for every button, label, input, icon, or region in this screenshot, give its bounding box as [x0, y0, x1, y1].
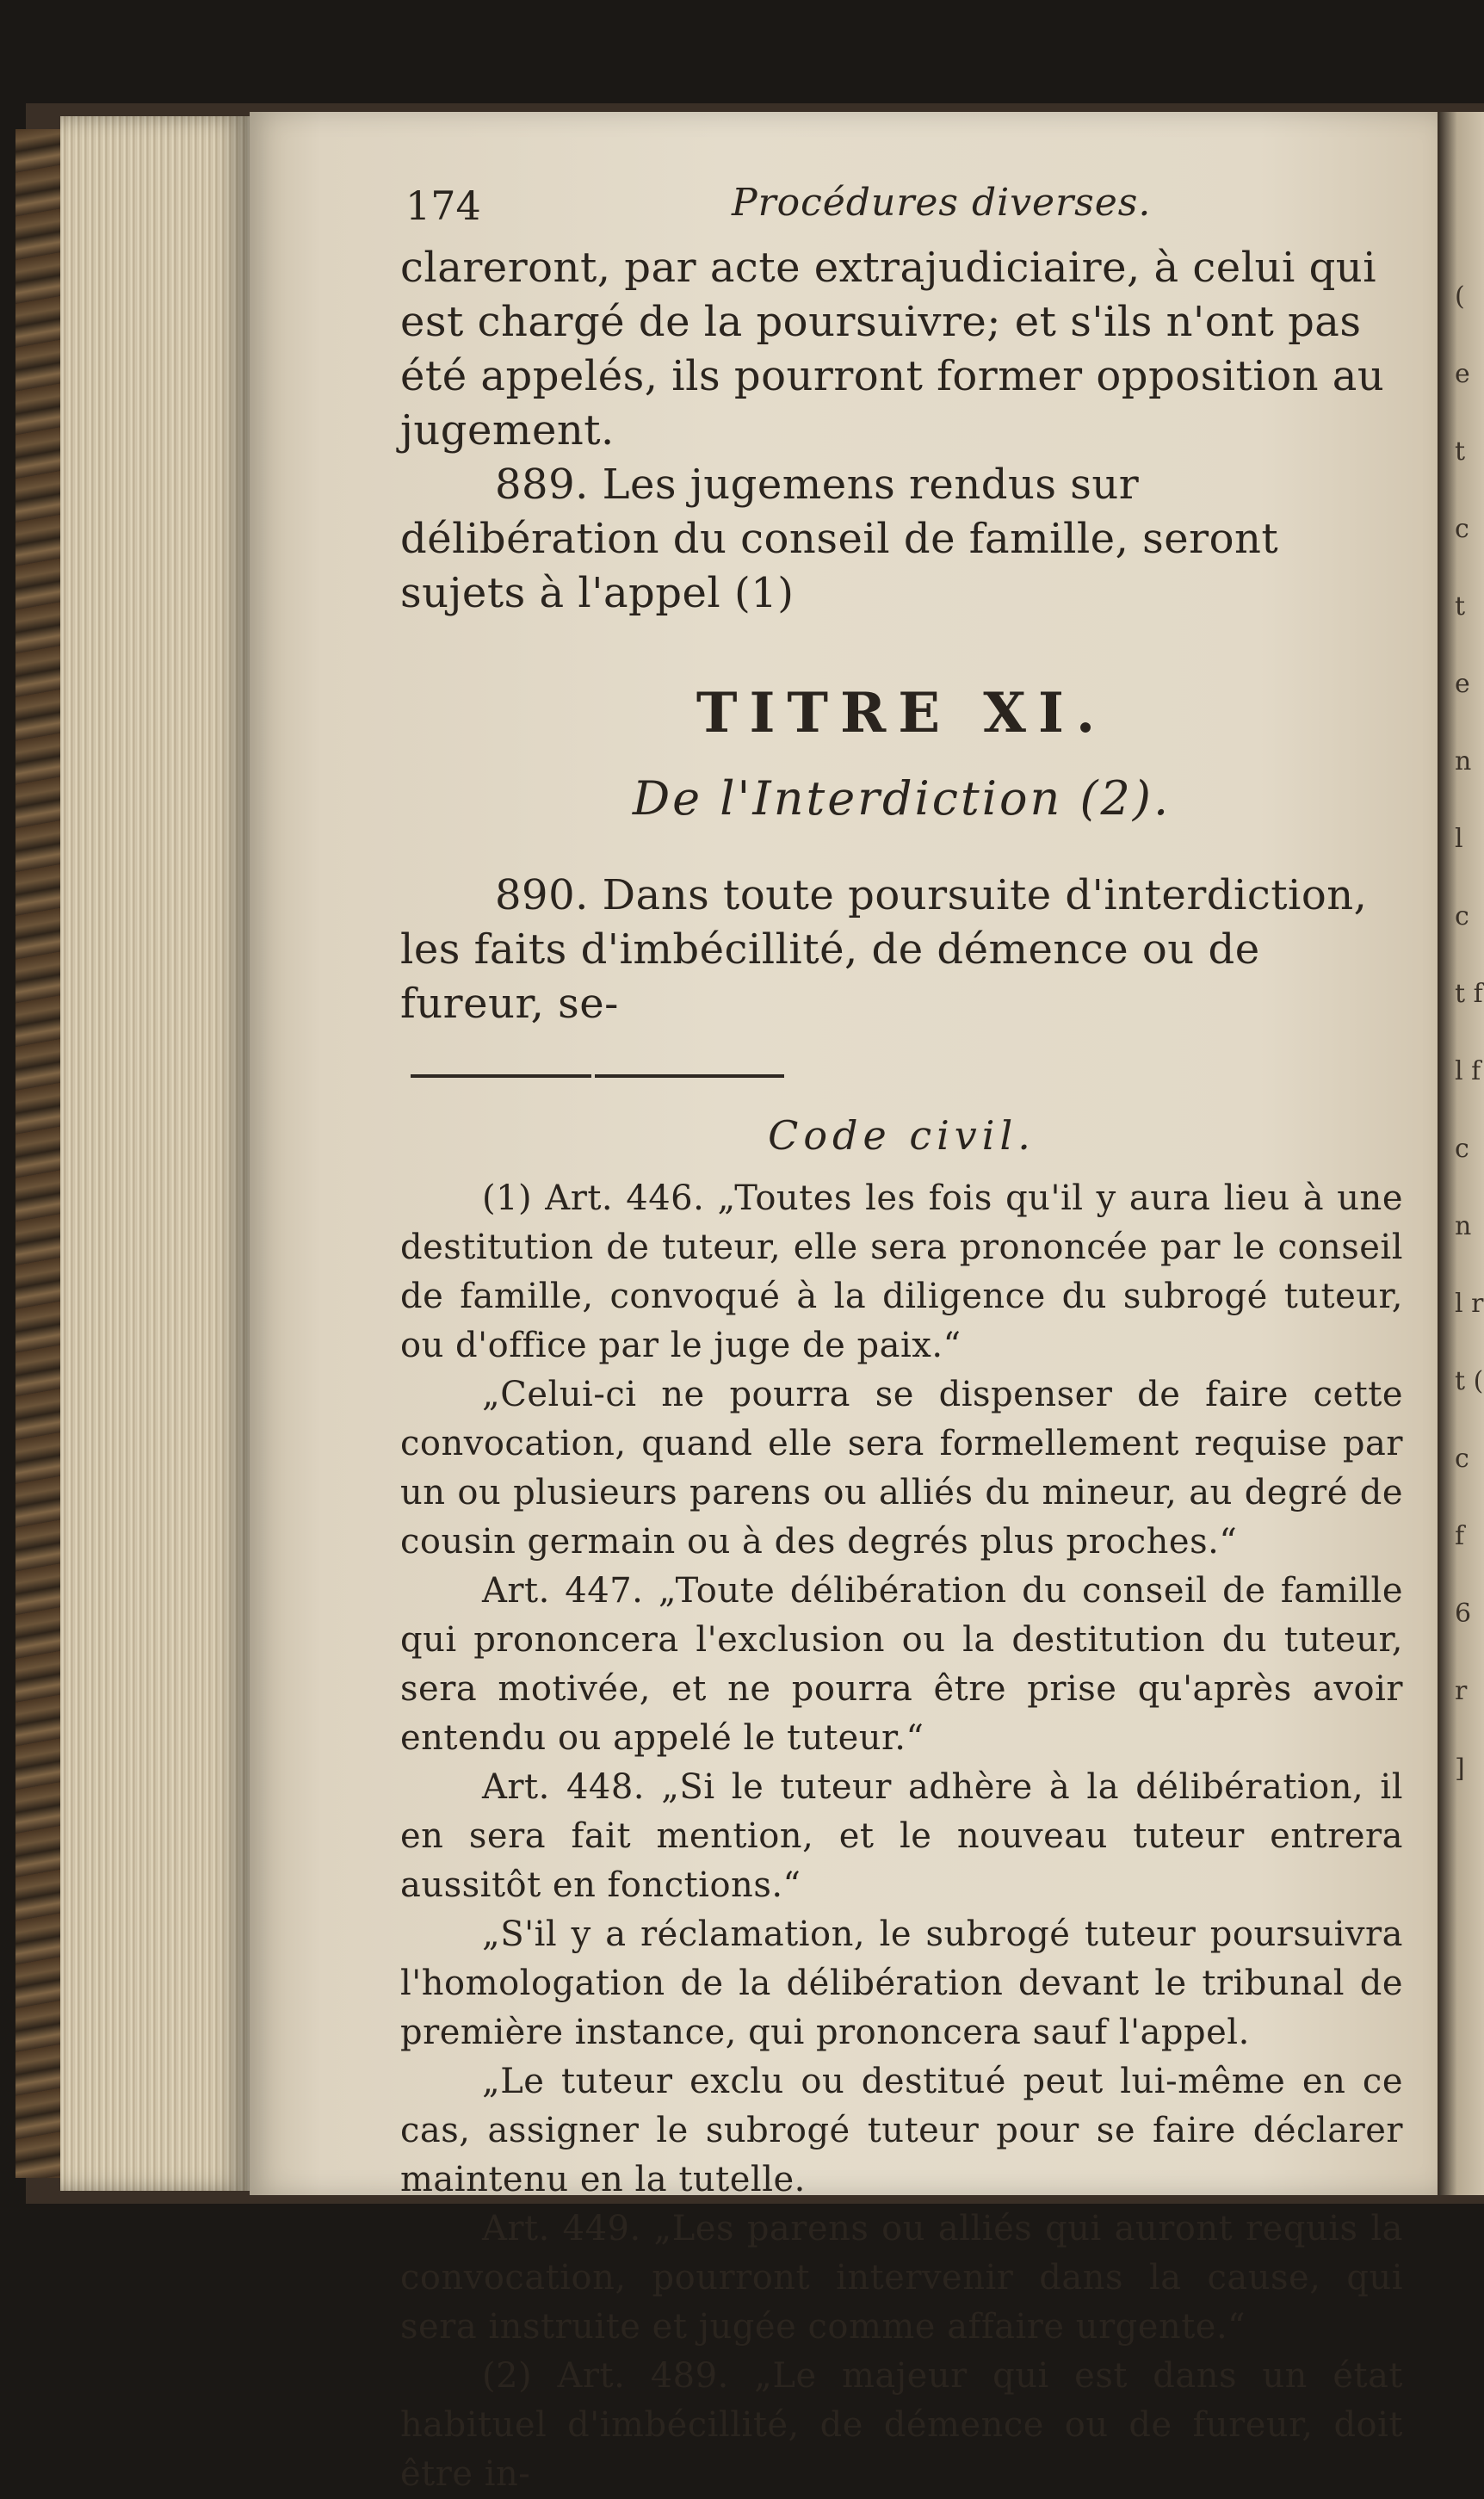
page-number: 174 [405, 182, 481, 229]
note-art-449: Art. 449. „Les parens ou alliés qui auront requis la convocation, pourront intervenir dans la cause, qui sera instruite et jugée comme affaire urgente.“ [400, 2209, 1403, 2347]
section-title: TITRE XI. [696, 681, 1108, 745]
section-subtitle: De l'Interdiction (2). [632, 771, 1172, 826]
page-content [400, 172, 1403, 2499]
footnotes [400, 1174, 1403, 2499]
note-art-447: Art. 447. „Toute délibération du conseil de famille qui prononcera l'exclusion ou la destitution du tuteur, sera motivée, et ne pourra être prise qu'après avoir entendu ou appelé le tuteur.“ [400, 1571, 1403, 1758]
paragraph-889: 889. Les jugemens rendus sur délibération du conseil de famille, seront sujets à l'appel (1) [400, 461, 1279, 617]
note-paragraph: „S'il y a réclamation, le subrogé tuteur poursuivra l'homologation de la délibération devant le tribunal de première instance, qui prononcera sauf l'appel. [400, 1914, 1403, 2052]
footnote-separator [411, 1074, 789, 1078]
adjacent-page-letters: ( e t c t e n l c t f l f c n l r t ( c f 6 r ] [1455, 281, 1484, 1784]
note-paragraph: „Celui-ci ne pourra se dispenser de faire cette convocation, quand elle sera formellement requise par un ou plusieurs parens ou alliés du mineur, au degré de cousin germain ou à des degrés plus proches.“ [400, 1375, 1403, 1562]
main-text [400, 241, 1403, 621]
note-art-489: (2) Art. 489. „Le majeur qui est dans un état habituel d'imbécillité, de démence ou de fureur, doit être in- [400, 2356, 1403, 2494]
paragraph-continuation: clareront, par acte extrajudiciaire, à celui qui est chargé de la poursuivre; et s'ils n'ont pas été appelés, ils pourront former opposition au jugement. [400, 244, 1385, 455]
page-header [400, 172, 1403, 241]
page-block-edges [60, 116, 250, 2191]
paragraph-890: 890. Dans toute poursuite d'interdiction, les faits d'imbécillité, de démence ou de fureur, se- [400, 871, 1368, 1028]
running-title: Procédures diverses. [732, 181, 1152, 225]
note-art-446: (1) Art. 446. „Toutes les fois qu'il y aura lieu à une destitution de tuteur, elle sera prononcée par le conseil de famille, convoqué à la diligence du subrogé tuteur, ou d'office par le juge de paix.“ [400, 1178, 1403, 1365]
note-paragraph: „Le tuteur exclu ou destitué peut lui-même en ce cas, assigner le subrogé tuteur pour se faire déclarer maintenu en la tutelle. [400, 2062, 1403, 2199]
marbled-cover-edge [15, 129, 67, 2178]
notes-heading: Code civil. [768, 1112, 1036, 1159]
main-text-after-title [400, 869, 1403, 1031]
note-art-448: Art. 448. „Si le tuteur adhère à la délibération, il en sera fait mention, et le nouveau tuteur entrera aussitôt en fonctions.“ [400, 1767, 1403, 1905]
